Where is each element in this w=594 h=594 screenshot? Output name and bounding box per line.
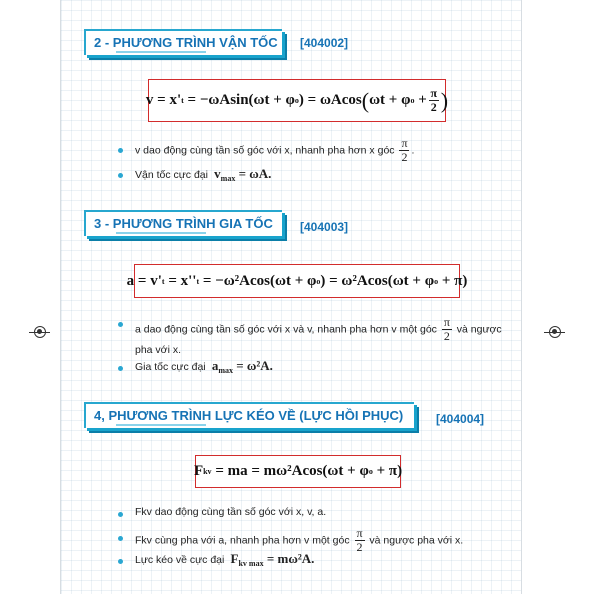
section-heading-acceleration [84,210,282,236]
heading-underline [116,232,206,234]
section-code: [404004] [436,412,485,426]
bullet-icon [118,148,123,153]
bullet-text: Fkv dao động cùng tần số góc với x, v, a. [135,506,327,518]
bullet-text: Gia tốc cực đại [135,361,206,373]
bullet-force-phase: Fkv cùng pha với a, nhanh pha hơn v một góc $\frac{\pi}{2}$ và ngược pha với x. [135,526,464,554]
acceleration-formula-box: a = v' t = x'' t = −ω²Acos(ωt + φ o ) = ω²Acos(ωt + φ o + π) [134,264,460,298]
bullet-text: Vận tốc cực đại [135,169,208,181]
bullet-icon [118,559,123,564]
bullet-icon [118,512,123,517]
section-code: [404002] [300,36,349,50]
bullet-text: v dao động cùng tần số góc với x, nhanh pha hơn x góc [135,144,395,157]
bullet-text: a dao động cùng tần số góc với x và v, nhanh pha hơn v một góc [135,323,437,336]
bullet-tail: và ngược pha với x. [369,534,464,547]
vmax-expression: $v_{max} = \omega A$. [210,166,272,183]
section-code: [404003] [300,220,349,234]
bullet-force-max [135,551,314,571]
section-heading-text: 3 - PHƯƠNG TRÌNH GIA TỐC [94,216,273,231]
force-formula-box: F kv = ma = mω²Acos(ωt + φ o + π) [195,455,401,488]
section-heading-text: 4, PHƯƠNG TRÌNH LỰC KÉO VỀ (LỰC HỒI PHỤC) [94,408,404,423]
bullet-icon [118,536,123,541]
registration-mark-left-icon [34,326,46,338]
amax-expression: $a_{max} = \omega^2A$. [208,358,273,375]
bullet-acceleration-max [135,358,273,378]
bullet-icon [118,322,123,327]
bullet-acceleration-phase: a dao động cùng tần số góc với x và v, nhanh pha hơn v một góc $\frac{\pi}{2}$ và ngược pha với x. [135,315,502,356]
section-heading-text: 2 - PHƯƠNG TRÌNH VẬN TỐC [94,35,278,50]
heading-underline [116,51,206,53]
registration-mark-right-icon [549,326,561,338]
bullet-tail: và ngược pha với x. [135,323,502,356]
bullet-velocity-max [135,166,271,186]
section-heading-velocity [84,29,282,55]
bullet-velocity-phase: v dao động cùng tần số góc với x, nhanh pha hơn x góc $\frac{\pi}{2}$ . [135,136,415,164]
bullet-force-frequency [135,505,326,520]
velocity-formula-box: v = x' t = −ωAsin(ωt + φ o ) = ωAcos ( ωt + φ o + $\frac{\pi}{2}$ ) [148,79,446,122]
heading-underline [116,424,206,426]
fmax-expression: $F_{kv max} = m\omega^2A$. [227,551,315,568]
bullet-icon [118,173,123,178]
section-heading-restoring-force [84,402,414,428]
bullet-icon [118,366,123,371]
bullet-text: Fkv cùng pha với a, nhanh pha hơn v một góc [135,534,350,547]
bullet-text: Lực kéo về cực đại [135,554,225,566]
